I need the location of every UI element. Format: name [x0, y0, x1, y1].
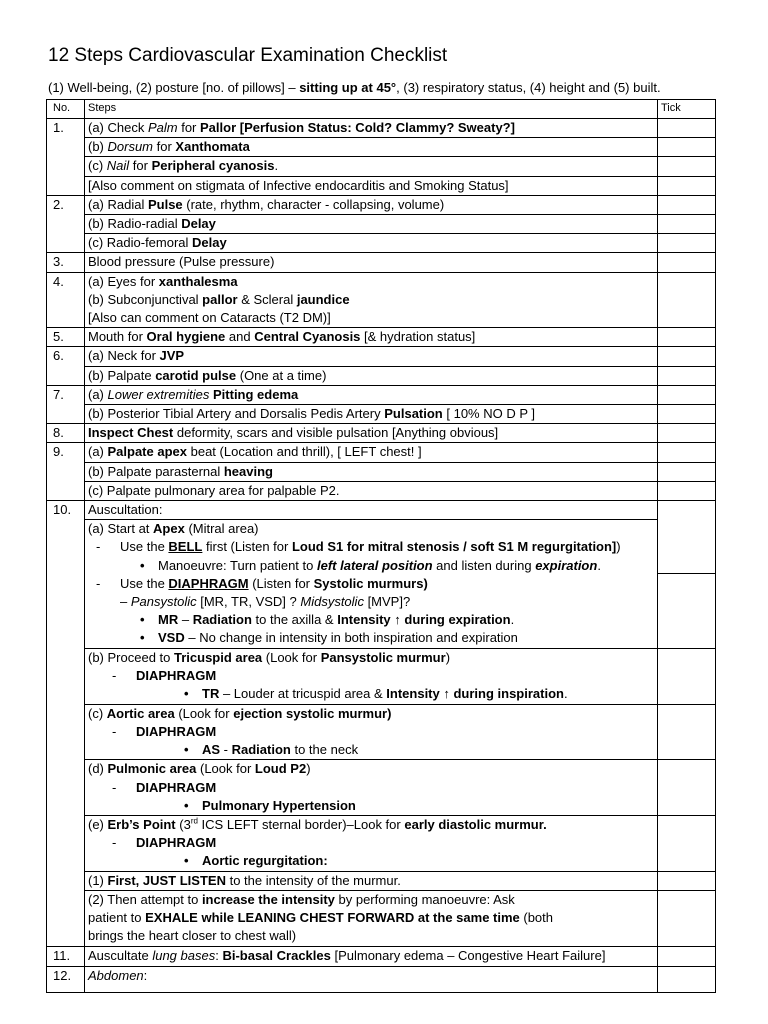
header-row [47, 100, 716, 119]
tick-cell[interactable] [658, 760, 716, 816]
step-7-number: 7. [47, 385, 85, 423]
step-10-b-row [47, 648, 716, 704]
text: Aortic area [106, 705, 175, 721]
text: (b) Palpate parasternal [88, 463, 224, 479]
step-1-c-row [47, 157, 716, 176]
tick-cell[interactable] [658, 481, 716, 500]
text: Pulse [147, 196, 183, 212]
text: . [274, 158, 279, 174]
dash-icon: - [112, 667, 117, 683]
dash-icon: - [112, 779, 117, 795]
step-4-content [85, 272, 658, 328]
text: Use the [120, 539, 169, 555]
text: (b) Posterior Tibial Artery and Dorsalis Pedis Artery [88, 406, 385, 422]
text: Dorsum [107, 139, 154, 155]
step-2-a-row [47, 195, 716, 214]
text: (b) [88, 139, 108, 155]
text: (e) [88, 816, 108, 832]
text: Delay [181, 216, 216, 232]
text: heaving [223, 463, 273, 479]
step-10-d [85, 760, 658, 816]
step-10-number: 10. [47, 501, 85, 947]
text: – No change in intensity in both inspiration and expiration [184, 630, 518, 646]
text: expiration [535, 557, 598, 573]
text: – [120, 594, 131, 610]
text: Delay [192, 235, 227, 251]
step-9-a [85, 443, 658, 462]
text: (b) Radio-radial [88, 216, 182, 232]
step-2-b-row [47, 215, 716, 234]
tick-cell[interactable] [658, 366, 716, 385]
text: Xanthomata [175, 139, 250, 155]
step-9-c: (c) Palpate pulmonary area for palpable P2. [85, 481, 658, 500]
text: DIAPHRAGM [136, 835, 217, 851]
text: Pansystolic murmur [320, 649, 446, 665]
step-1-b [85, 138, 658, 157]
tick-cell[interactable] [658, 328, 716, 347]
text: JVP [159, 348, 185, 364]
text: (Listen for [248, 575, 314, 591]
step-10-d-line [88, 779, 654, 797]
text: Bi-basal Crackles [222, 947, 331, 963]
tick-cell[interactable] [658, 157, 716, 176]
text: Aortic regurgitation: [202, 853, 328, 869]
step-5-text [85, 328, 658, 347]
text: Lower extremities [107, 386, 210, 402]
step-10-a-line [88, 611, 654, 629]
bullet-icon: • [140, 630, 145, 646]
text: Mouth for [88, 329, 147, 345]
text: Abdomen [88, 967, 144, 983]
text: DIAPHRAGM [136, 723, 217, 739]
step-10-b-line [88, 649, 654, 667]
text: . [563, 686, 568, 702]
step-10-c-line [88, 723, 654, 741]
checklist-table [46, 99, 716, 993]
tick-cell[interactable] [658, 704, 716, 760]
text: (a) Neck for [88, 348, 160, 364]
step-7-b-row [47, 405, 716, 424]
text: Radiation [192, 612, 252, 628]
step-9-a-row [47, 443, 716, 462]
step-10-d-line [88, 797, 654, 815]
text: xanthalesma [158, 273, 238, 289]
step-1-a-row [47, 119, 716, 138]
tick-cell[interactable] [658, 443, 716, 462]
tick-cell[interactable] [658, 405, 716, 424]
text: (3 [175, 816, 191, 832]
text: EXHALE while LEANING CHEST FORWARD at the same time [145, 909, 520, 925]
text: early diastolic murmur. [404, 816, 547, 832]
tick-cell[interactable] [658, 424, 716, 443]
text: rd [190, 816, 198, 826]
text: (both [519, 909, 554, 925]
step-10-g-row [47, 890, 716, 946]
tick-cell[interactable] [658, 501, 716, 649]
step-11-number: 11. [47, 946, 85, 966]
text: & Scleral [237, 291, 297, 307]
step-10-f [85, 871, 658, 890]
text: ICS LEFT sternal border)–Look for [197, 816, 405, 832]
step-1-d-row [47, 176, 716, 195]
text: deformity, scars and visible pulsation [Anything obvious] [173, 425, 499, 441]
text: Oral hygiene [146, 329, 226, 345]
text: DIAPHRAGM [136, 667, 217, 683]
step-6-b-row [47, 366, 716, 385]
bullet-icon: • [140, 557, 145, 573]
header-steps: Steps [85, 100, 658, 119]
step-3-number: 3. [47, 253, 85, 272]
step-7-a-row [47, 385, 716, 404]
step-10-c-row [47, 704, 716, 760]
step-10-d-row [47, 760, 716, 816]
text: : [215, 947, 223, 963]
text: [ 10% NO D P ] [442, 406, 535, 422]
header-no: No. [47, 100, 85, 119]
tick-cell[interactable] [658, 176, 716, 195]
text: Manoeuvre: Turn patient to [158, 557, 317, 573]
step-1-number: 1. [47, 119, 85, 196]
header-tick: Tick [658, 100, 716, 119]
step-1-d: [Also comment on stigmata of Infective endocarditis and Smoking Status] [85, 176, 658, 195]
text: DIAPHRAGM [136, 779, 217, 795]
step-10-g-line: brings the heart closer to chest wall) [88, 928, 297, 944]
intro-prefix: (1) Well-being, (2) posture [no. of pillows] – [48, 80, 300, 95]
step-12-row [47, 966, 716, 992]
dash-icon: - [112, 835, 117, 851]
bullet-icon: • [184, 742, 189, 758]
step-10-a-line [88, 557, 654, 575]
step-9-c-row [47, 481, 716, 500]
text: lung bases [152, 947, 216, 963]
text: [Pulmonary edema – Congestive Heart Failure] [330, 947, 606, 963]
text: Loud S1 for mitral stenosis / soft S1 M regurgitation] [291, 539, 617, 555]
text: and [225, 329, 255, 345]
step-2-a [85, 195, 658, 214]
tick-cell[interactable] [658, 871, 716, 890]
step-10-e-line [88, 816, 654, 834]
step-10-g-line [88, 891, 654, 909]
text: (d) [88, 761, 108, 777]
step-10-a-line [88, 593, 654, 611]
step-10-b-line [88, 685, 654, 703]
step-7-b [85, 405, 658, 424]
text: Palm [147, 120, 178, 135]
tick-cell[interactable] [658, 462, 716, 481]
tick-cell[interactable] [658, 890, 716, 946]
bullet-icon: • [184, 853, 189, 869]
tick-part[interactable] [658, 501, 715, 574]
step-11-row [47, 946, 716, 966]
text: VSD [158, 630, 185, 646]
step-10-e-line [88, 852, 654, 870]
step-10-a-line [88, 520, 654, 538]
text: (b) Palpate [88, 367, 156, 383]
step-10-c-line [88, 705, 654, 723]
text: (c) Radio-femoral [88, 235, 193, 251]
text: for [177, 120, 200, 135]
step-8-text [85, 424, 658, 443]
text: (2) Then attempt to [88, 891, 202, 907]
step-2-number: 2. [47, 195, 85, 253]
text: Pansystolic [130, 594, 197, 610]
tick-cell[interactable] [658, 215, 716, 234]
step-4-number: 4. [47, 272, 85, 328]
text: carotid pulse [155, 367, 237, 383]
text: (a) [88, 386, 108, 402]
text: left lateral position [316, 557, 433, 573]
text: – Louder at tricuspid area & [219, 686, 387, 702]
step-2-c-row [47, 234, 716, 253]
text: ) [306, 761, 311, 777]
text: (b) Proceed to [88, 649, 174, 665]
text: Palpate apex [107, 444, 187, 460]
text: Pitting edema [213, 386, 299, 402]
step-10-heading-row [47, 501, 716, 520]
step-4-c: [Also can comment on Cataracts (T2 DM)] [88, 310, 331, 326]
text: for [129, 158, 152, 174]
tick-cell[interactable] [658, 648, 716, 704]
text: ) [616, 539, 621, 555]
text: (Look for [174, 705, 234, 721]
intro-suffix: , (3) respiratory status, (4) height and (5) built. [396, 80, 661, 95]
text: Use the [120, 575, 169, 591]
text: jaundice [296, 291, 350, 307]
text: . [597, 557, 601, 573]
text: (Mitral area) [184, 521, 259, 537]
text: – [178, 612, 193, 628]
step-5-row [47, 328, 716, 347]
text: BELL [168, 539, 203, 555]
tick-cell[interactable] [658, 946, 716, 966]
arrow-up-icon: ↑ [443, 686, 450, 702]
text: (Look for [196, 761, 255, 777]
page-title: 12 Steps Cardiovascular Examination Checklist [48, 45, 448, 66]
text: Pallor [Perfusion Status: Cold? Clammy? Sweaty?] [200, 120, 515, 135]
text: [& hydration status] [360, 329, 476, 345]
step-3-row [47, 253, 716, 272]
text: (c) [88, 158, 107, 174]
step-4-row [47, 272, 716, 328]
text: (a) Eyes for [88, 273, 159, 289]
step-12-number: 12. [47, 966, 85, 992]
step-6-a [85, 347, 658, 366]
step-10-d-line [88, 760, 654, 778]
tick-cell[interactable] [658, 966, 716, 992]
text: Erb’s Point [107, 816, 176, 832]
dash-icon: - [96, 539, 101, 555]
step-1-c [85, 157, 658, 176]
step-6-number: 6. [47, 347, 85, 385]
tick-split [658, 501, 715, 574]
text: beat (Location and thrill), [ LEFT chest! ] [187, 444, 422, 460]
text: Intensity [337, 612, 395, 628]
step-4-b [88, 291, 654, 309]
bullet-icon: • [184, 686, 189, 702]
intro-line [48, 79, 661, 97]
text: increase the intensity [201, 891, 335, 907]
step-2-b [85, 215, 658, 234]
step-10-a-line [88, 538, 654, 556]
tick-cell[interactable] [658, 253, 716, 272]
step-4-a [88, 273, 654, 291]
text: DIAPHRAGM [168, 575, 249, 591]
step-10-g-line [88, 909, 654, 927]
text: (a) Radial [88, 196, 148, 212]
text: (rate, rhythm, character - collapsing, volume) [182, 196, 445, 212]
step-11-text [85, 946, 658, 966]
tick-cell[interactable] [658, 234, 716, 253]
text: Systolic murmurs) [313, 575, 428, 591]
tick-cell[interactable] [658, 119, 716, 138]
text: Radiation [231, 742, 291, 758]
step-10-e-line [88, 834, 654, 852]
text: - [220, 742, 232, 758]
step-9-b [85, 462, 658, 481]
step-7-a [85, 385, 658, 404]
tick-cell[interactable] [658, 385, 716, 404]
intro-bold: sitting up at 45° [299, 80, 397, 95]
text: (a) Check [88, 120, 148, 135]
text: AS [202, 742, 221, 758]
text: Loud P2 [254, 761, 307, 777]
text: Central Cyanosis [254, 329, 361, 345]
tick-cell[interactable] [658, 138, 716, 157]
tick-cell[interactable] [658, 815, 716, 871]
text: patient to [88, 909, 146, 925]
step-10-b [85, 648, 658, 704]
text: (c) [88, 705, 107, 721]
step-3-text: Blood pressure (Pulse pressure) [85, 253, 658, 272]
arrow-up-icon: ↑ [394, 612, 401, 628]
text: Tricuspid area [174, 649, 263, 665]
text: to the intensity of the murmur. [225, 872, 401, 888]
text: . [510, 612, 515, 628]
step-10-e [85, 815, 658, 871]
text: during expiration [400, 612, 511, 628]
text: ejection systolic murmur) [233, 705, 392, 721]
step-2-c [85, 234, 658, 253]
bullet-icon: • [140, 612, 145, 628]
step-10-c [85, 704, 658, 760]
text: Inspect Chest [88, 425, 174, 441]
step-10-a [85, 520, 658, 648]
step-1-b-row [47, 138, 716, 157]
bullet-icon: • [184, 797, 189, 813]
text: Peripheral cyanosis [151, 158, 275, 174]
step-9-number: 9. [47, 443, 85, 501]
text: First, JUST LISTEN [107, 872, 226, 888]
dash-icon: - [96, 575, 101, 591]
text: Auscultate [88, 947, 153, 963]
step-10-e-row [47, 815, 716, 871]
step-10-g [85, 890, 658, 946]
text: (One at a time) [236, 367, 327, 383]
step-10-a-row [47, 520, 716, 648]
text: Pulmonic area [107, 761, 197, 777]
text: during inspiration [449, 686, 564, 702]
text: Pulsation [384, 406, 443, 422]
text: to the axilla & [251, 612, 338, 628]
step-6-b [85, 366, 658, 385]
text: [MVP]? [363, 594, 411, 610]
step-10-b-line [88, 667, 654, 685]
step-5-number: 5. [47, 328, 85, 347]
text: and listen during [432, 557, 536, 573]
text: pallor [202, 291, 238, 307]
tick-cell[interactable] [658, 347, 716, 366]
text: (a) [88, 444, 108, 460]
text: Nail [106, 158, 130, 174]
text: (b) Subconjunctival [88, 291, 203, 307]
step-6-a-row [47, 347, 716, 366]
text: TR [202, 686, 220, 702]
text: Midsystolic [300, 594, 364, 610]
text: Intensity [386, 686, 444, 702]
step-1-a [85, 119, 658, 138]
text: to the neck [290, 742, 359, 758]
text: (Look for [262, 649, 321, 665]
tick-cell[interactable] [658, 272, 716, 328]
dash-icon: - [112, 723, 117, 739]
text: (a) Start at [88, 521, 154, 537]
text: (1) [88, 872, 108, 888]
text: : [143, 967, 148, 983]
step-10-heading: Auscultation: [85, 501, 658, 520]
step-9-b-row [47, 462, 716, 481]
text: [MR, TR, VSD] ? [196, 594, 301, 610]
step-8-row [47, 424, 716, 443]
text: for [153, 139, 176, 155]
text: MR [158, 612, 179, 628]
text: by performing manoeuvre: Ask [334, 891, 515, 907]
step-10-a-line [88, 629, 654, 647]
step-8-number: 8. [47, 424, 85, 443]
text: Pulmonary Hypertension [202, 797, 356, 813]
step-10-c-line [88, 741, 654, 759]
step-10-f-row [47, 871, 716, 890]
step-12-text [85, 966, 658, 992]
tick-cell[interactable] [658, 195, 716, 214]
text: Apex [153, 521, 185, 537]
step-10-a-line [88, 575, 654, 593]
text: first (Listen for [202, 539, 292, 555]
text: ) [445, 649, 451, 665]
